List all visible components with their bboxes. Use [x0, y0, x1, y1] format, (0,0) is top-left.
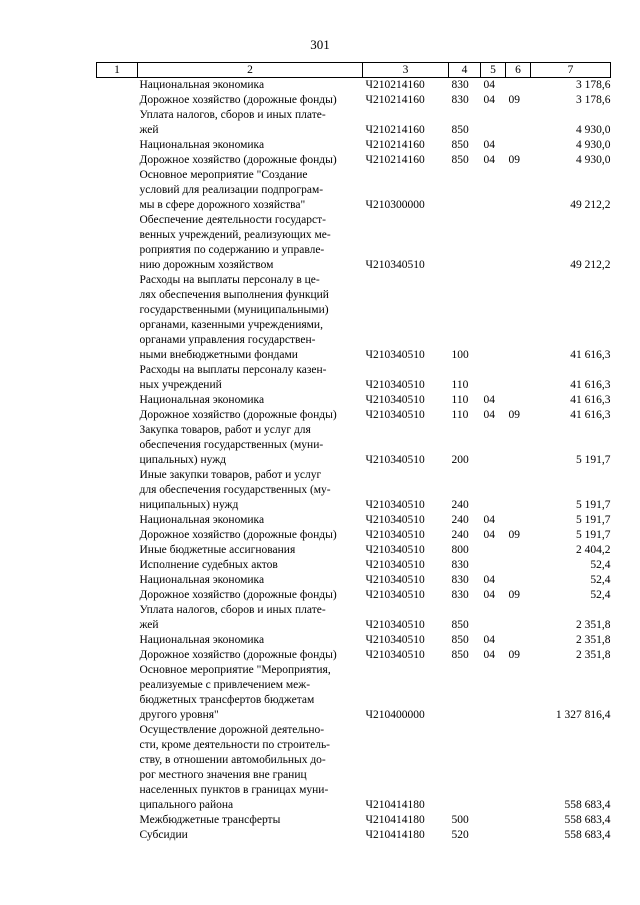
table-row — [97, 573, 611, 588]
table-row — [97, 543, 611, 558]
amount-cell: 52,4 — [590, 559, 611, 571]
amount-cell: 49 212,2 — [570, 199, 611, 211]
subsection-cell — [506, 468, 531, 513]
code-cell: Ч210340510 — [365, 559, 425, 571]
expense-type-cell: 830 — [451, 574, 469, 586]
subsection-cell: 09 — [508, 409, 520, 421]
section-cell — [481, 558, 506, 573]
amount-cell: 5 191,7 — [576, 454, 611, 466]
subsection-cell: 09 — [508, 154, 520, 166]
amount-cell: 4 930,0 — [576, 154, 611, 166]
code-cell: Ч210340510 — [365, 499, 425, 511]
row-number-cell — [97, 513, 138, 528]
item-name-cell — [138, 153, 363, 168]
expense-type-cell — [449, 213, 481, 273]
table-row — [97, 273, 611, 363]
section-cell — [481, 213, 506, 273]
item-name-line: сти, кроме деятельности по строитель- — [139, 739, 331, 751]
subsection-cell — [506, 108, 531, 138]
expense-type-cell: 110 — [451, 409, 469, 421]
table-row — [97, 213, 611, 273]
item-name-line: жей — [139, 619, 159, 631]
item-name-cell — [138, 813, 363, 828]
code-cell: Ч210340510 — [365, 409, 425, 421]
expense-type-cell: 240 — [451, 514, 469, 526]
item-name-cell — [138, 513, 363, 528]
subsection-cell — [506, 138, 531, 153]
amount-cell: 3 178,6 — [576, 79, 611, 91]
item-name-line: ципального района — [139, 799, 234, 811]
expense-type-cell: 240 — [451, 529, 469, 541]
item-name-line: Дорожное хозяйство (дорожные фонды) — [139, 529, 337, 541]
item-name-cell — [138, 213, 363, 273]
code-cell: Ч210300000 — [365, 199, 425, 211]
item-name-line: Дорожное хозяйство (дорожные фонды) — [139, 589, 337, 601]
table-row — [97, 813, 611, 828]
amount-cell: 4 930,0 — [576, 139, 611, 151]
section-cell: 04 — [483, 394, 495, 406]
code-cell: Ч210340510 — [365, 514, 425, 526]
expense-type-cell: 200 — [451, 454, 469, 466]
item-name-line: мы в сфере дорожного хозяйства" — [139, 199, 306, 211]
expense-type-cell: 830 — [451, 559, 469, 571]
row-number-cell — [97, 573, 138, 588]
row-number-cell — [97, 93, 138, 108]
amount-cell: 4 930,0 — [576, 124, 611, 136]
item-name-cell — [138, 363, 363, 393]
item-name-cell — [138, 138, 363, 153]
subsection-cell — [506, 363, 531, 393]
section-cell — [481, 363, 506, 393]
code-cell: Ч210340510 — [365, 379, 425, 391]
row-number-cell — [97, 828, 138, 843]
item-name-cell — [138, 423, 363, 468]
row-number-cell — [97, 648, 138, 663]
code-cell: Ч210340510 — [365, 574, 425, 586]
code-cell: Ч210214160 — [365, 139, 425, 151]
item-name-line: Дорожное хозяйство (дорожные фонды) — [139, 94, 337, 106]
item-name-line: Дорожное хозяйство (дорожные фонды) — [139, 154, 337, 166]
code-cell: Ч210400000 — [365, 709, 425, 721]
table-row — [97, 108, 611, 138]
amount-cell: 41 616,3 — [570, 394, 611, 406]
expense-type-cell: 110 — [451, 394, 469, 406]
section-cell — [481, 663, 506, 723]
code-cell: Ч210340510 — [365, 529, 425, 541]
amount-cell: 558 683,4 — [564, 829, 611, 841]
table-row — [97, 828, 611, 843]
row-number-cell — [97, 723, 138, 813]
table-row — [97, 603, 611, 633]
subsection-cell: 09 — [508, 94, 520, 106]
expense-type-cell: 100 — [451, 349, 469, 361]
amount-cell: 1 327 816,4 — [555, 709, 611, 721]
code-cell: Ч210340510 — [365, 589, 425, 601]
subsection-cell — [506, 663, 531, 723]
amount-cell: 2 404,2 — [576, 544, 611, 556]
row-number-cell — [97, 543, 138, 558]
section-cell — [481, 423, 506, 468]
expense-type-cell: 850 — [451, 619, 469, 631]
item-name-line: Основное мероприятие "Создание — [139, 169, 308, 181]
item-name-line: Расходы на выплаты персоналу казен- — [139, 364, 327, 376]
amount-cell: 41 616,3 — [570, 409, 611, 421]
section-cell — [481, 168, 506, 213]
subsection-cell — [506, 573, 531, 588]
expense-type-cell: 240 — [451, 499, 469, 511]
code-cell: Ч210340510 — [365, 634, 425, 646]
item-name-line: Национальная экономика — [139, 394, 265, 406]
item-name-line: Национальная экономика — [139, 514, 265, 526]
code-cell: Ч210214160 — [365, 94, 425, 106]
item-name-line: Национальная экономика — [139, 139, 265, 151]
item-name-line: обеспечения государственных (муни- — [139, 439, 324, 451]
expense-type-cell: 500 — [451, 814, 469, 826]
section-cell — [481, 543, 506, 558]
item-name-cell — [138, 573, 363, 588]
row-number-cell — [97, 168, 138, 213]
page-number: 301 — [310, 37, 330, 52]
item-name-line: Уплата налогов, сборов и иных плате- — [139, 109, 326, 121]
item-name-line: Основное мероприятие "Мероприятия, — [139, 664, 331, 676]
subsection-cell: 09 — [508, 529, 520, 541]
table-row — [97, 663, 611, 723]
expense-type-cell: 110 — [451, 379, 469, 391]
code-cell: Ч210340510 — [365, 259, 425, 271]
section-cell — [481, 813, 506, 828]
item-name-line: роприятия по содержанию и управле- — [139, 244, 325, 256]
section-cell — [481, 828, 506, 843]
subsection-cell — [506, 633, 531, 648]
expense-type-cell — [449, 663, 481, 723]
table-row — [97, 393, 611, 408]
row-number-cell — [97, 528, 138, 543]
item-name-cell — [138, 168, 363, 213]
item-name-line: Дорожное хозяйство (дорожные фонды) — [139, 649, 337, 661]
item-name-line: Расходы на выплаты персоналу в це- — [139, 274, 320, 286]
row-number-cell — [97, 558, 138, 573]
subsection-cell — [506, 393, 531, 408]
amount-cell: 49 212,2 — [570, 259, 611, 271]
item-name-cell — [138, 828, 363, 843]
code-cell: Ч210340510 — [365, 544, 425, 556]
row-number-cell — [97, 363, 138, 393]
code-cell: Ч210340510 — [365, 349, 425, 361]
item-name-line: Национальная экономика — [139, 574, 265, 586]
amount-cell: 558 683,4 — [564, 799, 611, 811]
item-name-line: Исполнение судебных актов — [139, 559, 278, 571]
amount-cell: 41 616,3 — [570, 379, 611, 391]
table-row — [97, 153, 611, 168]
table-row — [97, 363, 611, 393]
section-cell — [481, 273, 506, 363]
item-name-line: Национальная экономика — [139, 79, 265, 91]
expense-type-cell: 850 — [451, 649, 469, 661]
item-name-line: Иные бюджетные ассигнования — [139, 544, 296, 556]
amount-cell: 5 191,7 — [576, 499, 611, 511]
subsection-cell — [506, 813, 531, 828]
item-name-line: ниципальных) нужд — [139, 499, 239, 511]
item-name-line: жей — [139, 124, 159, 136]
item-name-line: реализуемые с привлечением меж- — [139, 679, 311, 691]
header-cell-3: 3 — [363, 63, 449, 78]
row-number-cell — [97, 603, 138, 633]
section-cell: 04 — [483, 154, 495, 166]
header-cell-7: 7 — [531, 63, 611, 78]
table-row — [97, 513, 611, 528]
item-name-line: нию дорожным хозяйством — [139, 259, 274, 271]
item-name-cell — [138, 633, 363, 648]
row-number-cell — [97, 393, 138, 408]
row-number-cell — [97, 468, 138, 513]
table-row — [97, 633, 611, 648]
header-cell-1: 1 — [97, 63, 138, 78]
amount-cell: 2 351,8 — [576, 634, 611, 646]
section-cell: 04 — [483, 409, 495, 421]
row-number-cell — [97, 213, 138, 273]
expense-type-cell: 830 — [451, 79, 469, 91]
header-cell-5: 5 — [481, 63, 506, 78]
row-number-cell — [97, 813, 138, 828]
item-name-line: населенных пунктов в границах муни- — [139, 784, 329, 796]
amount-cell: 5 191,7 — [576, 514, 611, 526]
item-name-cell — [138, 273, 363, 363]
table-row — [97, 423, 611, 468]
code-cell: Ч210414180 — [365, 814, 425, 826]
section-cell: 04 — [483, 94, 495, 106]
amount-cell: 558 683,4 — [564, 814, 611, 826]
item-name-cell — [138, 558, 363, 573]
subsection-cell — [506, 273, 531, 363]
item-name-line: Закупка товаров, работ и услуг для — [139, 424, 311, 436]
subsection-cell: 09 — [508, 649, 520, 661]
item-name-cell — [138, 468, 363, 513]
amount-cell: 52,4 — [590, 574, 611, 586]
section-cell: 04 — [483, 139, 495, 151]
item-name-line: Межбюджетные трансферты — [139, 814, 281, 826]
row-number-cell — [97, 138, 138, 153]
table-row — [97, 648, 611, 663]
item-name-line: условий для реализации подпрограм- — [139, 184, 324, 196]
item-name-line: Уплата налогов, сборов и иных плате- — [139, 604, 326, 616]
item-name-cell — [138, 588, 363, 603]
section-cell — [481, 603, 506, 633]
amount-cell: 3 178,6 — [576, 94, 611, 106]
section-cell: 04 — [483, 589, 495, 601]
section-cell: 04 — [483, 514, 495, 526]
section-cell: 04 — [483, 529, 495, 541]
budget-table — [96, 62, 611, 843]
table-row — [97, 723, 611, 813]
subsection-cell: 09 — [508, 589, 520, 601]
item-name-line: органами, казенными учреждениями, — [139, 319, 323, 331]
item-name-line: венных учреждений, реализующих ме- — [139, 229, 331, 241]
expense-type-cell: 520 — [451, 829, 469, 841]
table-row — [97, 528, 611, 543]
subsection-cell — [506, 78, 531, 94]
item-name-line: Дорожное хозяйство (дорожные фонды) — [139, 409, 337, 421]
expense-type-cell: 830 — [451, 94, 469, 106]
row-number-cell — [97, 273, 138, 363]
amount-cell: 52,4 — [590, 589, 611, 601]
code-cell: Ч210340510 — [365, 454, 425, 466]
section-cell: 04 — [483, 649, 495, 661]
item-name-line: Иные закупки товаров, работ и услуг — [139, 469, 322, 481]
amount-cell: 5 191,7 — [576, 529, 611, 541]
subsection-cell — [506, 828, 531, 843]
item-name-line: Обеспечение деятельности государст- — [139, 214, 326, 226]
expense-type-cell: 850 — [451, 634, 469, 646]
item-name-cell — [138, 393, 363, 408]
item-name-line: для обеспечения государственных (му- — [139, 484, 331, 496]
row-number-cell — [97, 78, 138, 94]
subsection-cell — [506, 603, 531, 633]
subsection-cell — [506, 213, 531, 273]
code-cell: Ч210414180 — [365, 829, 425, 841]
table-header — [97, 63, 611, 78]
header-cell-6: 6 — [506, 63, 531, 78]
item-name-line: другого уровня" — [139, 709, 219, 721]
subsection-cell — [506, 168, 531, 213]
code-cell: Ч210414180 — [365, 799, 425, 811]
table-row — [97, 408, 611, 423]
expense-type-cell: 850 — [451, 139, 469, 151]
item-name-line: ными внебюджетными фондами — [139, 349, 298, 361]
item-name-line: лях обеспечения выполнения функций — [139, 289, 329, 301]
row-number-cell — [97, 423, 138, 468]
item-name-cell — [138, 648, 363, 663]
subsection-cell — [506, 723, 531, 813]
item-name-cell — [138, 408, 363, 423]
subsection-cell — [506, 543, 531, 558]
code-cell: Ч210340510 — [365, 619, 425, 631]
amount-cell: 41 616,3 — [570, 349, 611, 361]
amount-cell: 2 351,8 — [576, 619, 611, 631]
row-number-cell — [97, 153, 138, 168]
section-cell — [481, 468, 506, 513]
row-number-cell — [97, 108, 138, 138]
item-name-cell — [138, 78, 363, 94]
section-cell: 04 — [483, 79, 495, 91]
table-row — [97, 138, 611, 153]
code-cell: Ч210214160 — [365, 124, 425, 136]
table-body — [97, 78, 611, 844]
table-row — [97, 168, 611, 213]
table-row — [97, 78, 611, 94]
amount-cell: 2 351,8 — [576, 649, 611, 661]
item-name-line: органами управления государствен- — [139, 334, 316, 346]
subsection-cell — [506, 423, 531, 468]
expense-type-cell — [449, 168, 481, 213]
expense-type-cell — [449, 723, 481, 813]
code-cell: Ч210340510 — [365, 394, 425, 406]
header-cell-2: 2 — [138, 63, 363, 78]
item-name-line: ству, в отношении автомобильных до- — [139, 754, 326, 766]
section-cell: 04 — [483, 634, 495, 646]
table-row — [97, 558, 611, 573]
header-cell-4: 4 — [449, 63, 481, 78]
item-name-cell — [138, 603, 363, 633]
expense-type-cell: 850 — [451, 124, 469, 136]
code-cell: Ч210214160 — [365, 154, 425, 166]
row-number-cell — [97, 633, 138, 648]
item-name-line: ных учреждений — [139, 379, 222, 391]
code-cell: Ч210340510 — [365, 649, 425, 661]
row-number-cell — [97, 588, 138, 603]
item-name-cell — [138, 543, 363, 558]
item-name-cell — [138, 108, 363, 138]
item-name-cell — [138, 663, 363, 723]
expense-type-cell: 850 — [451, 154, 469, 166]
item-name-line: бюджетных трансфертов бюджетам — [139, 694, 315, 706]
expense-type-cell: 800 — [451, 544, 469, 556]
table-row — [97, 588, 611, 603]
item-name-line: Осуществление дорожной деятельно- — [139, 724, 325, 736]
item-name-line: государственными (муниципальными) — [139, 304, 329, 316]
code-cell: Ч210214160 — [365, 79, 425, 91]
item-name-cell — [138, 723, 363, 813]
table-row — [97, 468, 611, 513]
item-name-cell — [138, 93, 363, 108]
item-name-line: ципальных) нужд — [139, 454, 227, 466]
expense-type-cell: 830 — [451, 589, 469, 601]
table-row — [97, 93, 611, 108]
section-cell — [481, 108, 506, 138]
subsection-cell — [506, 513, 531, 528]
item-name-line: рог местного значения вне границ — [139, 769, 307, 781]
item-name-cell — [138, 528, 363, 543]
subsection-cell — [506, 558, 531, 573]
section-cell — [481, 723, 506, 813]
row-number-cell — [97, 408, 138, 423]
section-cell: 04 — [483, 574, 495, 586]
row-number-cell — [97, 663, 138, 723]
item-name-line: Национальная экономика — [139, 634, 265, 646]
item-name-line: Субсидии — [139, 829, 188, 841]
